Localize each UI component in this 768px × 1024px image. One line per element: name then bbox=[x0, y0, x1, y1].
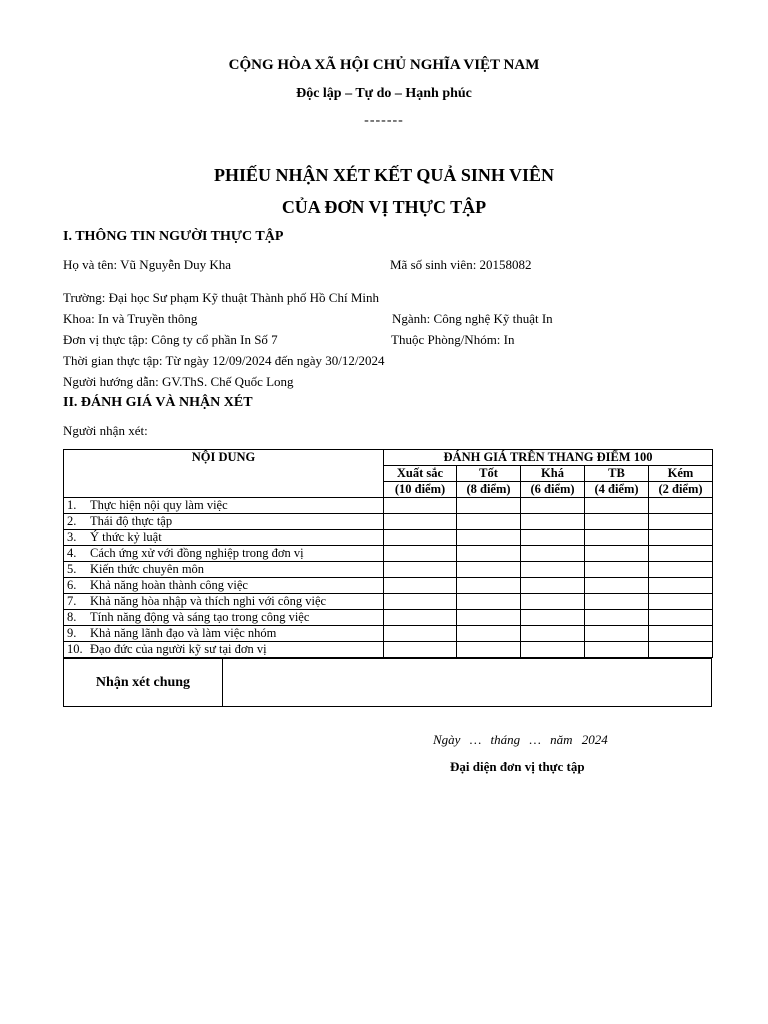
rating-cell[interactable] bbox=[384, 626, 457, 642]
rating-cell[interactable] bbox=[521, 514, 585, 530]
criterion-number: 1. bbox=[67, 498, 77, 512]
level-points: (4 điểm) bbox=[585, 482, 649, 498]
criterion-text: Thái độ thực tập bbox=[90, 514, 173, 528]
rating-cell[interactable] bbox=[521, 562, 585, 578]
rating-cell[interactable] bbox=[457, 610, 521, 626]
criterion-text: Cách ứng xử với đồng nghiệp trong đơn vị bbox=[90, 546, 304, 560]
rating-cell[interactable] bbox=[521, 530, 585, 546]
rating-cell[interactable] bbox=[649, 514, 713, 530]
date-line: Ngày … tháng … năm 2024 bbox=[433, 732, 608, 747]
criterion-text: Thực hiện nội quy làm việc bbox=[90, 498, 228, 512]
section2-heading: II. ĐÁNH GIÁ VÀ NHẬN XÉT bbox=[63, 395, 253, 410]
scale-header: ĐÁNH GIÁ TRÊN THANG ĐIỂM 100 bbox=[384, 450, 713, 466]
rating-cell[interactable] bbox=[649, 562, 713, 578]
criterion-cell bbox=[64, 498, 384, 514]
rating-cell[interactable] bbox=[521, 578, 585, 594]
criterion-cell bbox=[64, 594, 384, 610]
rating-cell[interactable] bbox=[384, 530, 457, 546]
faculty: Khoa: In và Truyền thông bbox=[63, 311, 198, 326]
motto: Độc lập – Tự do – Hạnh phúc bbox=[296, 86, 472, 101]
rating-cell[interactable] bbox=[585, 642, 649, 658]
rating-cell[interactable] bbox=[384, 562, 457, 578]
rating-cell[interactable] bbox=[384, 514, 457, 530]
table-row bbox=[64, 594, 713, 610]
table-row bbox=[64, 642, 713, 658]
criterion-text: Kiến thức chuyên môn bbox=[90, 562, 205, 576]
content-header: NỘI DUNG bbox=[64, 450, 384, 498]
rating-cell[interactable] bbox=[649, 642, 713, 658]
school: Trường: Đại học Sư phạm Kỹ thuật Thành phố Hồ Chí Minh bbox=[63, 290, 379, 305]
summary-table bbox=[63, 658, 712, 707]
rating-cell[interactable] bbox=[457, 594, 521, 610]
criterion-number: 10. bbox=[67, 642, 83, 656]
level-name: Tốt bbox=[457, 466, 521, 482]
rating-cell[interactable] bbox=[585, 498, 649, 514]
rating-cell[interactable] bbox=[384, 594, 457, 610]
rating-cell[interactable] bbox=[649, 546, 713, 562]
rating-cell[interactable] bbox=[585, 610, 649, 626]
table-row bbox=[64, 530, 713, 546]
rating-cell[interactable] bbox=[521, 626, 585, 642]
rating-cell[interactable] bbox=[457, 530, 521, 546]
rating-cell[interactable] bbox=[457, 642, 521, 658]
criterion-number: 2. bbox=[67, 514, 77, 528]
rating-cell[interactable] bbox=[521, 498, 585, 514]
summary-comment-field[interactable] bbox=[223, 659, 712, 707]
rating-cell[interactable] bbox=[457, 514, 521, 530]
internship-period: Thời gian thực tập: Từ ngày 12/09/2024 đến ngày 30/12/2024 bbox=[63, 353, 385, 368]
criterion-text: Ý thức kỷ luật bbox=[90, 530, 162, 544]
rating-cell[interactable] bbox=[384, 546, 457, 562]
major: Ngành: Công nghệ Kỹ thuật In bbox=[392, 311, 553, 326]
level-points: (2 điểm) bbox=[649, 482, 713, 498]
criterion-text: Khả năng hoàn thành công việc bbox=[90, 578, 248, 592]
level-name: Kém bbox=[649, 466, 713, 482]
criterion-number: 4. bbox=[67, 546, 77, 560]
criterion-cell bbox=[64, 530, 384, 546]
criterion-number: 7. bbox=[67, 594, 77, 608]
rating-cell[interactable] bbox=[521, 610, 585, 626]
table-row bbox=[64, 578, 713, 594]
supervisor: Người hướng dẫn: GV.ThS. Chế Quốc Long bbox=[63, 374, 294, 389]
criterion-text: Đạo đức của người kỹ sư tại đơn vị bbox=[90, 642, 267, 656]
criterion-text: Khả năng lãnh đạo và làm việc nhóm bbox=[90, 626, 277, 640]
rating-cell[interactable] bbox=[384, 498, 457, 514]
rating-cell[interactable] bbox=[585, 578, 649, 594]
criterion-text: Khả năng hòa nhập và thích nghi với công việc bbox=[90, 594, 327, 608]
criterion-number: 5. bbox=[67, 562, 77, 576]
criterion-number: 6. bbox=[67, 578, 77, 592]
reviewer-label: Người nhận xét: bbox=[63, 423, 148, 438]
criterion-cell bbox=[64, 642, 384, 658]
rating-cell[interactable] bbox=[649, 578, 713, 594]
rating-cell[interactable] bbox=[585, 530, 649, 546]
rating-cell[interactable] bbox=[457, 562, 521, 578]
student-id: Mã số sinh viên: 20158082 bbox=[390, 257, 532, 272]
level-points: (8 điểm) bbox=[457, 482, 521, 498]
criterion-number: 3. bbox=[67, 530, 77, 544]
criterion-number: 9. bbox=[67, 626, 77, 640]
rating-cell[interactable] bbox=[585, 594, 649, 610]
form-title-line2: CỦA ĐƠN VỊ THỰC TẬP bbox=[281, 197, 487, 217]
criterion-cell bbox=[64, 626, 384, 642]
rating-cell[interactable] bbox=[457, 498, 521, 514]
rating-cell[interactable] bbox=[649, 594, 713, 610]
table-row bbox=[64, 626, 713, 642]
rating-cell[interactable] bbox=[585, 514, 649, 530]
form-title-line1: PHIẾU NHẬN XÉT KẾT QUẢ SINH VIÊN bbox=[213, 165, 555, 185]
rating-cell[interactable] bbox=[457, 546, 521, 562]
rating-cell[interactable] bbox=[585, 546, 649, 562]
rating-cell[interactable] bbox=[384, 642, 457, 658]
level-name: TB bbox=[585, 466, 649, 482]
criterion-cell bbox=[64, 578, 384, 594]
rating-cell[interactable] bbox=[649, 530, 713, 546]
student-name: Họ và tên: Vũ Nguyễn Duy Kha bbox=[63, 257, 232, 272]
rating-cell[interactable] bbox=[649, 626, 713, 642]
rating-cell[interactable] bbox=[585, 626, 649, 642]
criterion-cell bbox=[64, 546, 384, 562]
department: Thuộc Phòng/Nhóm: In bbox=[391, 332, 515, 347]
rating-cell[interactable] bbox=[585, 562, 649, 578]
company: Đơn vị thực tập: Công ty cổ phần In Số 7 bbox=[63, 332, 278, 347]
rating-cell[interactable] bbox=[384, 610, 457, 626]
signature-title: Đại diện đơn vị thực tập bbox=[450, 759, 585, 774]
summary-label: Nhận xét chung bbox=[64, 659, 223, 707]
table-row bbox=[64, 514, 713, 530]
rating-cell[interactable] bbox=[521, 642, 585, 658]
header-divider: ------- bbox=[364, 113, 404, 128]
criterion-cell bbox=[64, 514, 384, 530]
rating-cell[interactable] bbox=[521, 594, 585, 610]
level-points: (6 điểm) bbox=[521, 482, 585, 498]
evaluation-table bbox=[63, 449, 713, 658]
rating-cell[interactable] bbox=[649, 498, 713, 514]
rating-cell[interactable] bbox=[521, 546, 585, 562]
table-row bbox=[64, 498, 713, 514]
criterion-text: Tính năng động và sáng tạo trong công việc bbox=[90, 610, 310, 624]
criterion-cell bbox=[64, 610, 384, 626]
criterion-number: 8. bbox=[67, 610, 77, 624]
table-row bbox=[64, 562, 713, 578]
rating-cell[interactable] bbox=[457, 578, 521, 594]
level-name: Khá bbox=[521, 466, 585, 482]
criterion-cell bbox=[64, 562, 384, 578]
rating-cell[interactable] bbox=[384, 578, 457, 594]
rating-cell[interactable] bbox=[457, 626, 521, 642]
rating-cell[interactable] bbox=[649, 610, 713, 626]
table-row bbox=[64, 610, 713, 626]
level-points: (10 điểm) bbox=[384, 482, 457, 498]
table-row bbox=[64, 546, 713, 562]
section1-heading: I. THÔNG TIN NGƯỜI THỰC TẬP bbox=[63, 229, 284, 244]
level-name: Xuất sắc bbox=[384, 466, 457, 482]
country-name: CỘNG HÒA XÃ HỘI CHỦ NGHĨA VIỆT NAM bbox=[228, 57, 540, 73]
